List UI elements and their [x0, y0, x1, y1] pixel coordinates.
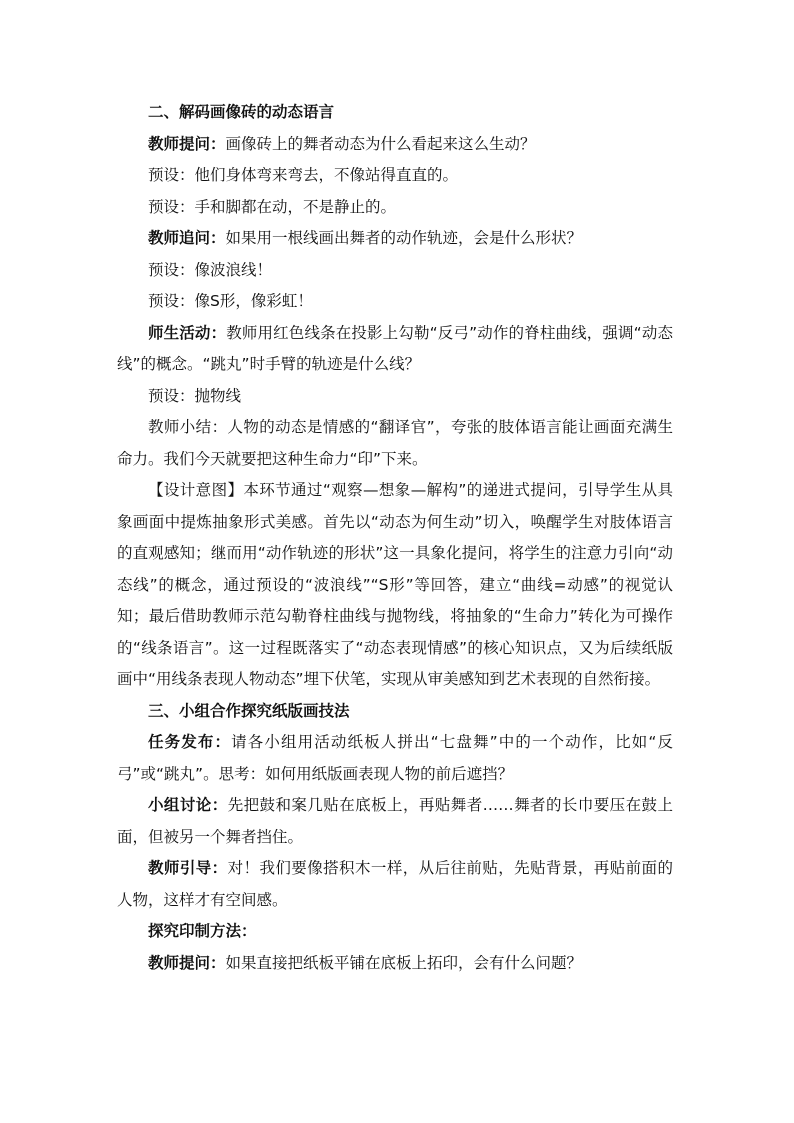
teacher-question-text: 画像砖上的舞者动态为什么看起来这么生动？	[225, 134, 536, 153]
section-2-heading: 二、解码画像砖的动态语言	[148, 103, 335, 121]
design-intent-paragraph: 【设计意图】本环节通过“观察—想象—解构”的递进式提问，引导学生从具象画面中提炼抽象形式美感。首先以“动态为何生动”切入，唤醒学生对肢体语言的直观感知；继而用“动作轨迹的形状”这一具象化提问，将学生的注意力引向“动态线”的概念，通过预设的“波浪线”“S形”等回答，建立“曲线=动感”的视觉认知；最后借助教师示范勾勒脊柱曲线与抛物线，将抽象的“生命力”转化为可操作的“线条语言”。这一过程既落实了“动态表现情感”的核心知识点，又为后续纸版画中“用线条表现人物动态”埋下伏笔，实现从审美感知到艺术表现的自然衔接。	[117, 481, 673, 688]
teacher-question-label: 教师提问：	[148, 134, 226, 153]
printing-method-heading: 探究印制方法：	[148, 922, 257, 940]
preset-answer-1: 预设：他们身体弯来弯去，不像站得直直的。	[148, 166, 459, 184]
preset-answer-3: 预设：像波浪线！	[148, 260, 273, 279]
teacher-student-activity	[117, 318, 673, 381]
section-3-heading: 三、小组合作探究纸版画技法	[148, 701, 350, 720]
task-text: 请各小组用活动纸板人拼出“七盘舞”中的一个动作，比如“反弓”或“跳丸”。思考：如何用纸版画表现人物的前后遮挡？	[117, 733, 673, 783]
teacher-followup-question	[117, 223, 673, 255]
document-body	[117, 97, 673, 979]
teacher-question-1	[117, 129, 673, 161]
teacher-summary: 教师小结：人物的动态是情感的“翻译官”，夸张的肢体语言能让画面充满生命力。我们今天就要把这种生命力“印”下来。	[117, 418, 673, 468]
preset-answer-2: 预设：手和脚都在动，不是静止的。	[148, 197, 397, 216]
teacher-followup-label: 教师追问：	[148, 229, 226, 247]
task-release	[117, 727, 673, 790]
group-discussion	[117, 790, 673, 853]
teacher-guidance	[117, 853, 673, 916]
preset-answer-4: 预设：像S形，像彩虹！	[148, 292, 313, 310]
teacher-question-2	[117, 948, 673, 980]
teacher-question-2-text: 如果直接把纸板平铺在底板上拓印，会有什么问题？	[225, 953, 583, 972]
teacher-followup-text: 如果用一根线画出舞者的动作轨迹，会是什么形状？	[225, 229, 583, 247]
preset-answer-5: 预设：抛物线	[148, 386, 242, 405]
task-label: 任务发布：	[148, 733, 232, 751]
discussion-text: 先把鼓和案几贴在底板上，再贴舞者……舞者的长巾要压在鼓上面，但被另一个舞者挡住。	[117, 796, 673, 846]
activity-label: 师生活动：	[148, 323, 227, 342]
teacher-question-2-label: 教师提问：	[148, 953, 226, 972]
guidance-label: 教师引导：	[148, 859, 228, 877]
activity-text: 教师用红色线条在投影上勾勒“反弓”动作的脊柱曲线，强调“动态线”的概念。“跳丸”时手臂的轨迹是什么线？	[117, 323, 673, 373]
guidance-text: 对！我们要像搭积木一样，从后往前贴，先贴背景，再贴前面的人物，这样才有空间感。	[117, 859, 673, 909]
discussion-label: 小组讨论：	[148, 796, 228, 814]
